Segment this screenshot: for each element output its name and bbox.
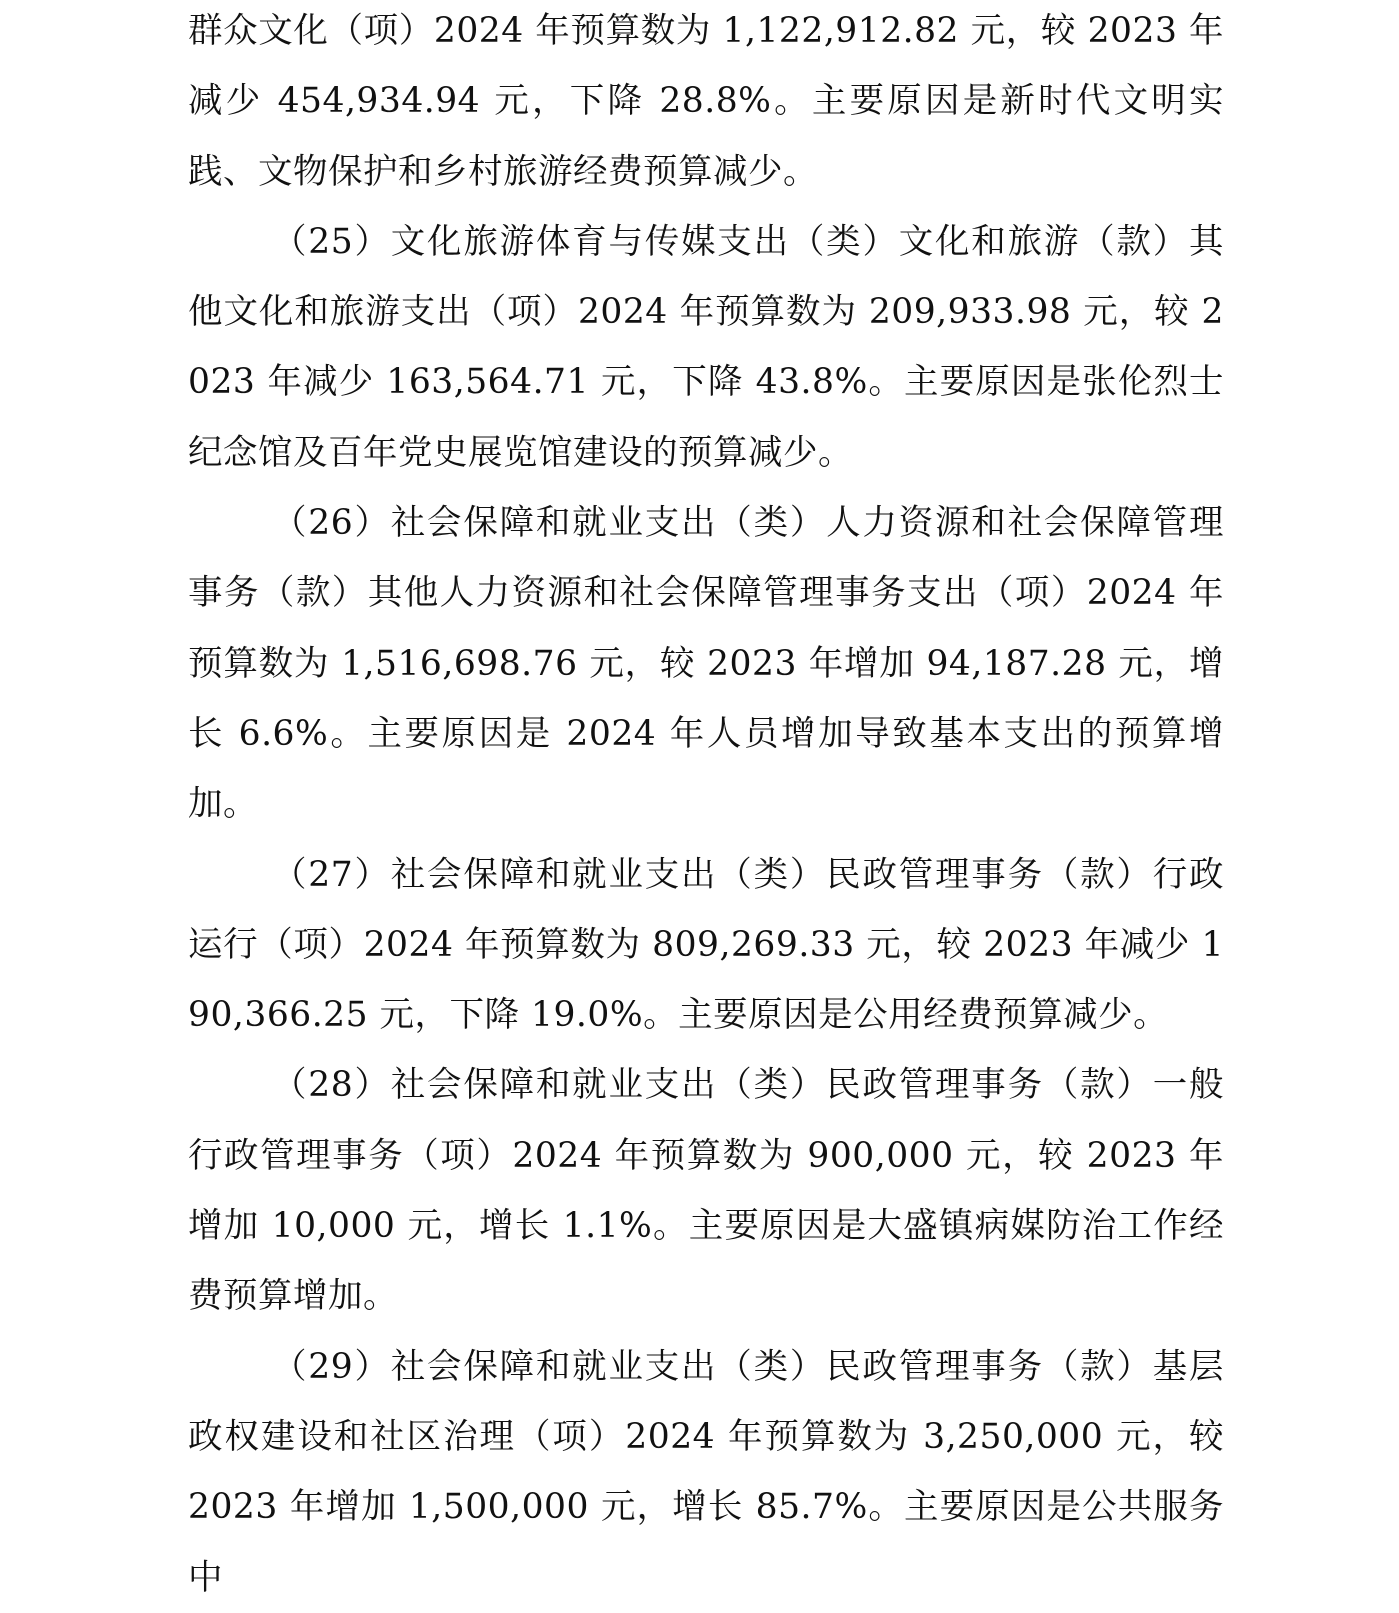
paragraph-mass-culture: 群众文化（项）2024 年预算数为 1,122,912.82 元，较 2023 年减少 454,934.94 元，下降 28.8%。主要原因是新时代文明实践、文物保护和乡村旅游经费预算减少。: [188, 11, 1224, 192]
paragraph-item-29: （29）社会保障和就业支出（类）民政管理事务（款）基层政权建设和社区治理（项）2024 年预算数为 3,250,000 元，较 2023 年增加 1,500,000 元，增长 85.7%。主要原因是公共服务中: [188, 1346, 1224, 1598]
paragraph-item-25: （25）文化旅游体育与传媒支出（类）文化和旅游（款）其他文化和旅游支出（项）2024 年预算数为 209,933.98 元，较 2023 年减少 163,564.71 元，下降 43.8%。主要原因是张伦烈士纪念馆及百年党史展览馆建设的预算减少。: [188, 221, 1224, 473]
document-page: [188, 0, 1224, 1598]
paragraph-item-28: （28）社会保障和就业支出（类）民政管理事务（款）一般行政管理事务（项）2024 年预算数为 900,000 元，较 2023 年增加 10,000 元，增长 1.1%。主要原因是大盛镇病媒防治工作经费预算增加。: [188, 1065, 1224, 1317]
paragraph-item-27: （27）社会保障和就业支出（类）民政管理事务（款）行政运行（项）2024 年预算数为 809,269.33 元，较 2023 年减少 190,366.25 元，下降 19.0%。主要原因是公用经费预算减少。: [188, 854, 1224, 1036]
paragraph-item-26: （26）社会保障和就业支出（类）人力资源和社会保障管理事务（款）其他人力资源和社会保障管理事务支出（项）2024 年预算数为 1,516,698.76 元，较 2023 年增加 94,187.28 元，增长 6.6%。主要原因是 2024 年人员增加导致基本支出的预算增加。: [188, 503, 1224, 825]
